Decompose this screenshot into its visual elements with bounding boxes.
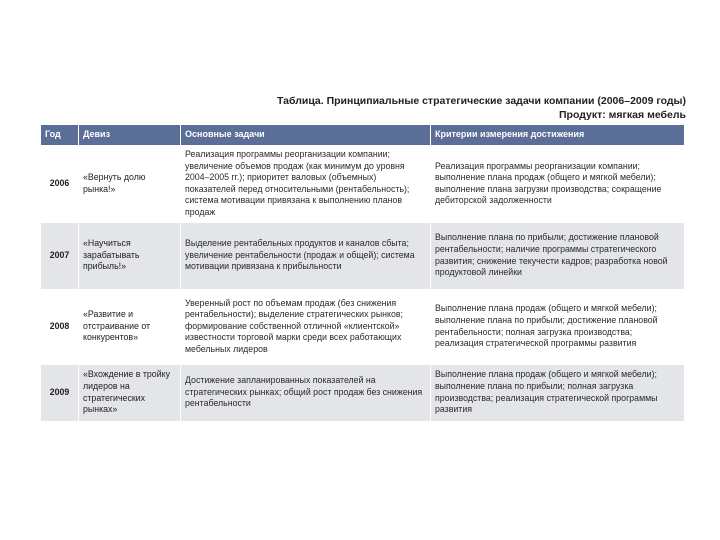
cell-tasks: Уверенный рост по объемам продаж (без снижения рентабельности); выделение стратегических рынков; формирование собственной отличной «клиентской» известности торговой марки среди всех работающих мебельных лидеров [181,289,431,364]
table-row [41,146,685,223]
cell-criteria: Выполнение плана продаж (общего и мягкой мебели); выполнение плана по прибыли; достижение плановой рентабельности; полная загрузка производства; реализация стратегической программы развития [431,289,685,364]
cell-tasks: Реализация программы реорганизации компании; увеличение объемов продаж (как минимум до уровня 2004–2005 гг.); приоритет валовых (объемных) показателей перед относительными (рентабельность); система мотивации привязана к выполнению планов продаж [181,146,431,223]
header-tasks: Основные задачи [181,125,431,146]
cell-criteria: Реализация программы реорганизации компании; выполнение плана продаж (общего и мягкой мебели); выполнение плана загрузки производства; сокращение дебиторской задолженности [431,146,685,223]
cell-slogan: «Вернуть долю рынка!» [79,146,181,223]
cell-criteria: Выполнение плана по прибыли; достижение плановой рентабельности; наличие программы стратегического развития; снижение текучести кадров; разработка новой продуктовой линейки [431,222,685,289]
cell-slogan: «Развитие и отстраивание от конкурентов» [79,289,181,364]
cell-tasks: Достижение запланированных показателей на стратегических рынках; общий рост продаж без снижения рентабельности [181,364,431,421]
cell-slogan: «Научиться зарабатывать прибыль!» [79,222,181,289]
header-criteria: Критерии измерения достижения [431,125,685,146]
table-row [41,364,685,421]
strategy-table [40,124,685,422]
table-title: Таблица. Принципиальные стратегические задачи компании (2006–2009 годы) [277,95,686,107]
table-header-row [41,125,685,146]
table-row [41,289,685,364]
header-year: Год [41,125,79,146]
cell-criteria: Выполнение плана продаж (общего и мягкой мебели); выполнение плана по прибыли; полная загрузка производства; реализация стратегической программы развития [431,364,685,421]
cell-tasks: Выделение рентабельных продуктов и каналов сбыта; увеличение рентабельности (продаж и общей); система мотивации привязана к прибыльности [181,222,431,289]
table-row [41,222,685,289]
cell-year: 2008 [41,289,79,364]
table-caption [277,94,686,122]
cell-year: 2009 [41,364,79,421]
cell-year: 2007 [41,222,79,289]
cell-year: 2006 [41,146,79,223]
header-slogan: Девиз [79,125,181,146]
cell-slogan: «Вхождение в тройку лидеров на стратегических рынках» [79,364,181,421]
table-product: Продукт: мягкая мебель [558,109,686,121]
